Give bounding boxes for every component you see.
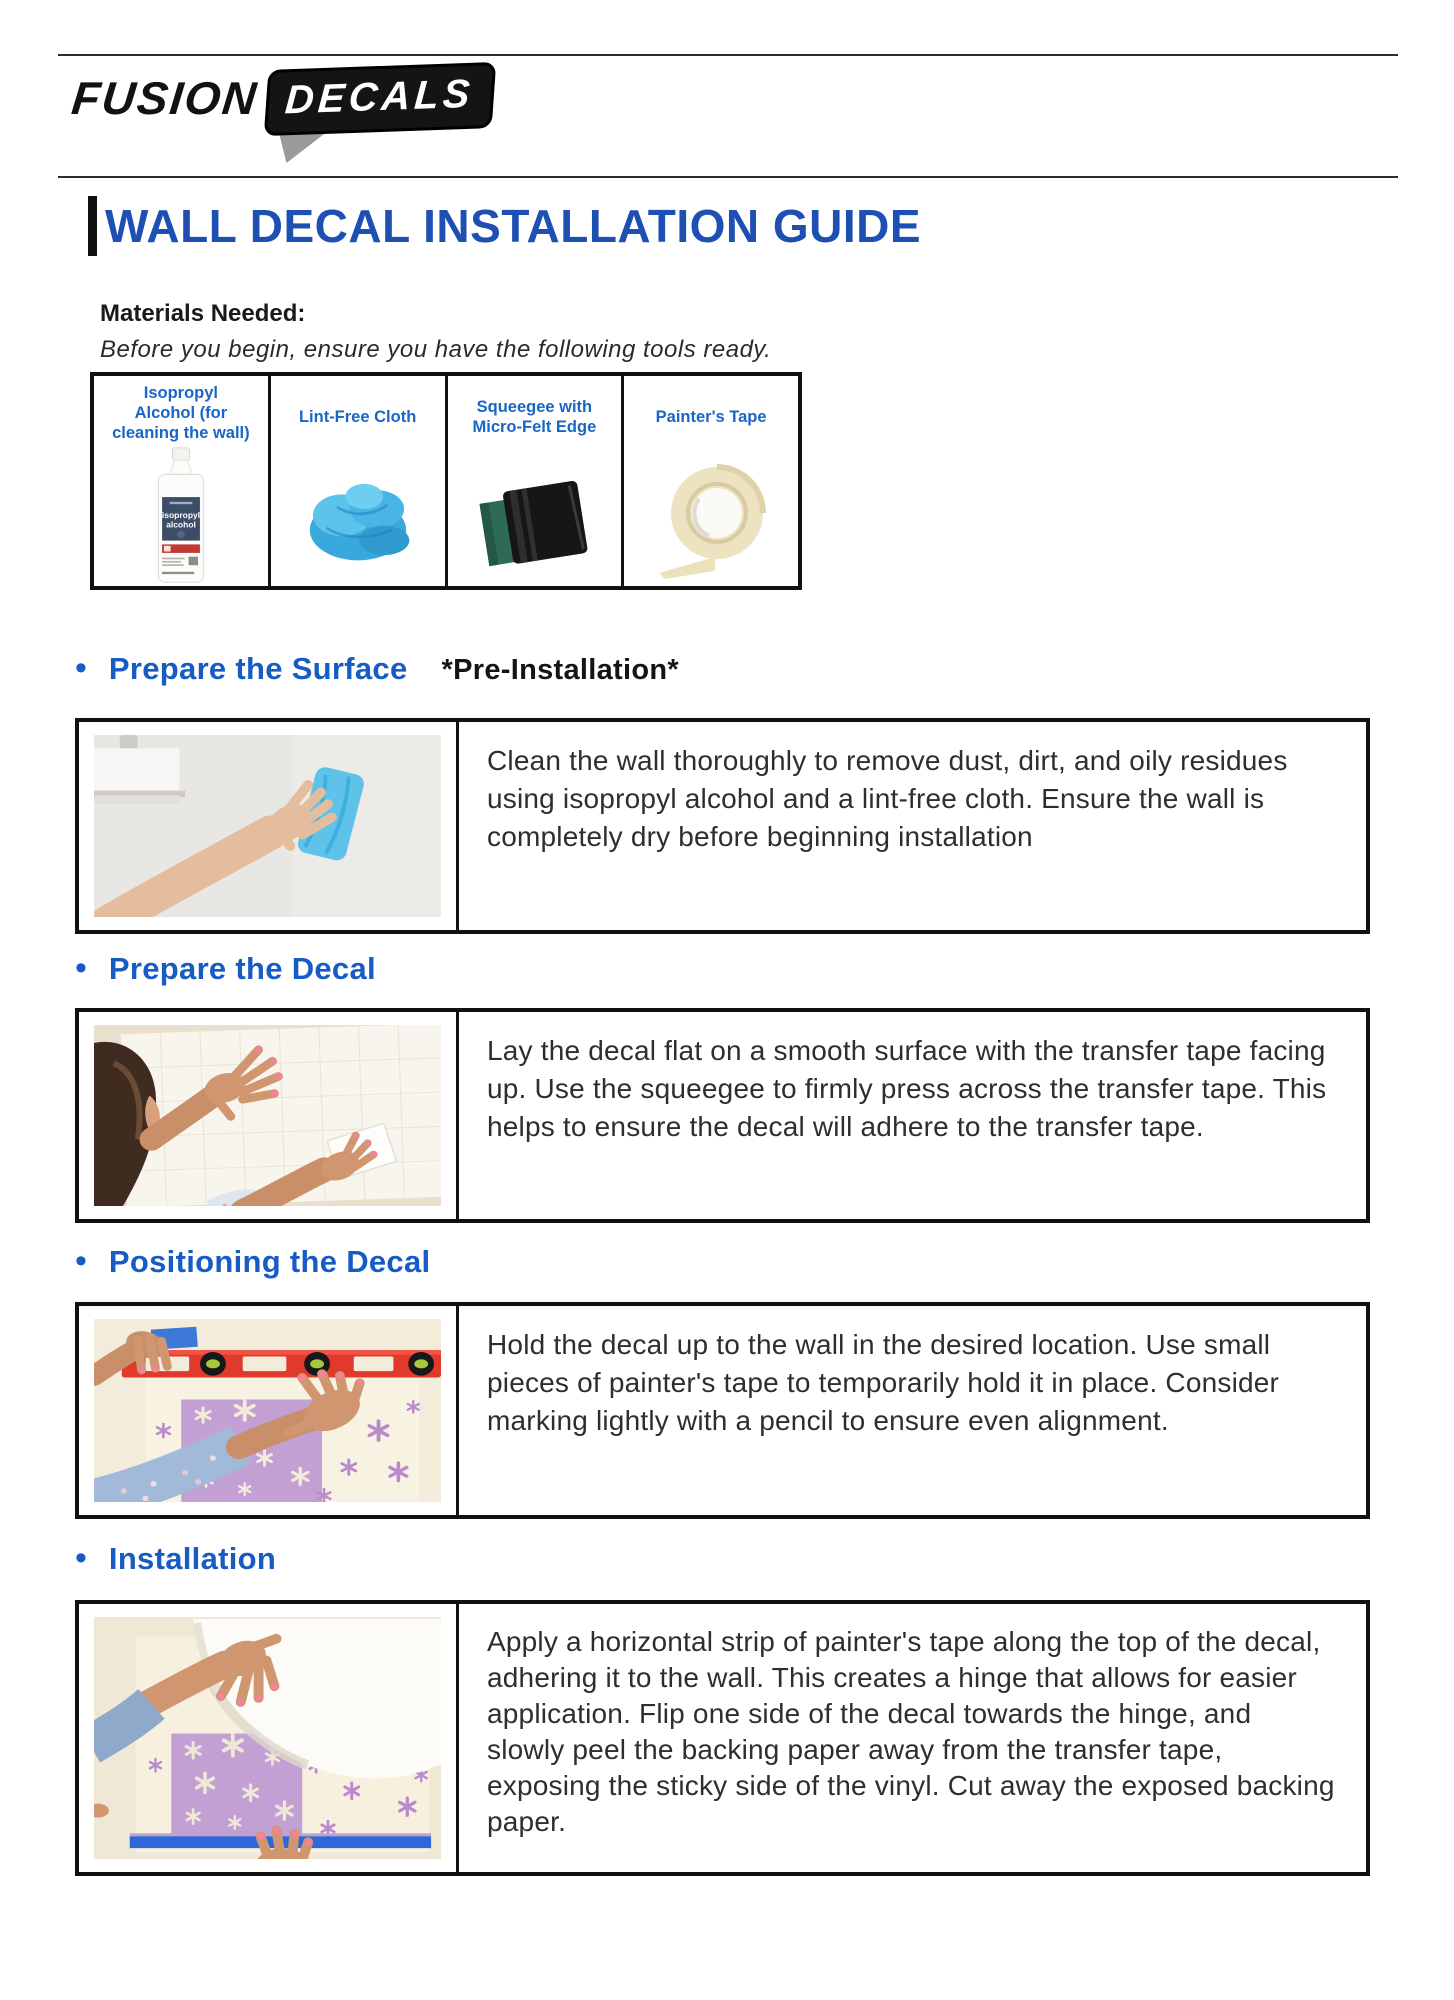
title-accent-bar bbox=[88, 196, 97, 256]
material-image-wrap bbox=[94, 446, 268, 586]
material-image-wrap bbox=[271, 454, 445, 586]
header-divider-line bbox=[58, 176, 1398, 178]
step-heading-installation bbox=[75, 1538, 276, 1578]
step-heading-positioning-decal bbox=[75, 1241, 430, 1281]
material-cell-tape bbox=[621, 376, 798, 586]
material-cell-cloth bbox=[268, 376, 445, 586]
pressing-transfer-tape-photo bbox=[94, 1025, 441, 1206]
step-heading-prepare-decal bbox=[75, 948, 376, 988]
step-text-cell bbox=[459, 1306, 1366, 1515]
step-photo-cell bbox=[79, 722, 459, 930]
top-divider-line bbox=[58, 54, 1398, 56]
lint-free-cloth-icon bbox=[295, 465, 421, 575]
material-cell-squeegee bbox=[445, 376, 622, 586]
hinge-method-peeling-illustration bbox=[94, 1617, 441, 1859]
isopropyl-alcohol-bottle-icon bbox=[143, 446, 219, 586]
step-photo-cell bbox=[79, 1012, 459, 1219]
step-title: Prepare the Surface bbox=[108, 651, 408, 686]
bullet-icon: • bbox=[75, 1539, 87, 1577]
material-image-wrap bbox=[624, 454, 798, 586]
material-cell-isopropyl bbox=[94, 376, 268, 586]
step-photo-cell bbox=[79, 1306, 459, 1515]
fusion-decals-logo bbox=[69, 66, 494, 136]
pressing-transfer-tape-illustration bbox=[94, 1025, 441, 1206]
logo-badge-wrap bbox=[266, 66, 494, 132]
painters-tape-roll-icon bbox=[651, 461, 771, 579]
step-title: Positioning the Decal bbox=[108, 1244, 431, 1279]
step-description: Clean the wall thoroughly to remove dust, dirt, and oily residues using isopropyl alcohol and a lint-free cloth. Ensure the wall is completely dry before beginning installation bbox=[487, 745, 1288, 852]
materials-subheading: Before you begin, ensure you have the following tools ready. bbox=[100, 336, 772, 363]
step-text-cell bbox=[459, 1012, 1366, 1219]
material-label: Isopropyl Alcohol (for cleaning the wall) bbox=[112, 384, 250, 442]
squeegee-icon bbox=[473, 467, 595, 574]
hand-wiping-wall-illustration bbox=[94, 735, 441, 917]
material-image-wrap bbox=[448, 454, 622, 586]
step-text-cell bbox=[459, 722, 1366, 930]
logo-fusion-text: FUSION bbox=[69, 72, 261, 124]
svg-text:alcohol: alcohol bbox=[165, 519, 196, 530]
materials-heading: Materials Needed: bbox=[100, 300, 306, 327]
materials-table bbox=[90, 372, 802, 590]
material-label: Lint-Free Cloth bbox=[298, 408, 417, 426]
logo-decals-badge: DECALS bbox=[264, 62, 497, 136]
bullet-icon: • bbox=[75, 949, 87, 987]
page-title: WALL DECAL INSTALLATION GUIDE bbox=[105, 200, 922, 252]
bullet-icon: • bbox=[75, 1242, 87, 1280]
leveling-decal-illustration bbox=[94, 1319, 441, 1502]
pre-installation-note: *Pre-Installation* bbox=[441, 654, 679, 686]
step-box-prepare-decal bbox=[75, 1008, 1370, 1223]
hinge-method-peeling-photo bbox=[94, 1617, 441, 1859]
bullet-icon: • bbox=[75, 649, 87, 687]
material-label: Squeegee with Micro-Felt Edge bbox=[472, 398, 597, 436]
title-row bbox=[88, 196, 921, 256]
step-heading-prepare-surface bbox=[75, 648, 679, 688]
hand-wiping-wall-photo bbox=[94, 735, 441, 917]
material-label: Painter's Tape bbox=[655, 408, 767, 426]
step-box-prepare-surface bbox=[75, 718, 1370, 934]
step-description: Apply a horizontal strip of painter's tape along the top of the decal, adhering it to the wall. This creates a hinge that allows for easier application. Flip one side of the decal towards the hinge, and slowly peel the backing paper away from the transfer tape, exposing the sticky side of the vinyl. Cut away the exposed backing paper. bbox=[487, 1626, 1335, 1837]
step-photo-cell bbox=[79, 1604, 459, 1872]
leveling-decal-photo bbox=[94, 1319, 441, 1502]
step-description: Hold the decal up to the wall in the desired location. Use small pieces of painter's tape to temporarily hold it in place. Consider marking lightly with a pencil to ensure even alignment. bbox=[487, 1329, 1280, 1436]
step-box-installation bbox=[75, 1600, 1370, 1876]
step-description: Lay the decal flat on a smooth surface with the transfer tape facing up. Use the squeegee to firmly press across the transfer tape. This helps to ensure the decal will adhere to the transfer tape. bbox=[487, 1035, 1327, 1142]
step-box-positioning-decal bbox=[75, 1302, 1370, 1519]
svg-text:isopropyl: isopropyl bbox=[161, 509, 201, 520]
step-title: Prepare the Decal bbox=[108, 951, 376, 986]
step-text-cell bbox=[459, 1604, 1366, 1872]
step-title: Installation bbox=[108, 1541, 277, 1576]
